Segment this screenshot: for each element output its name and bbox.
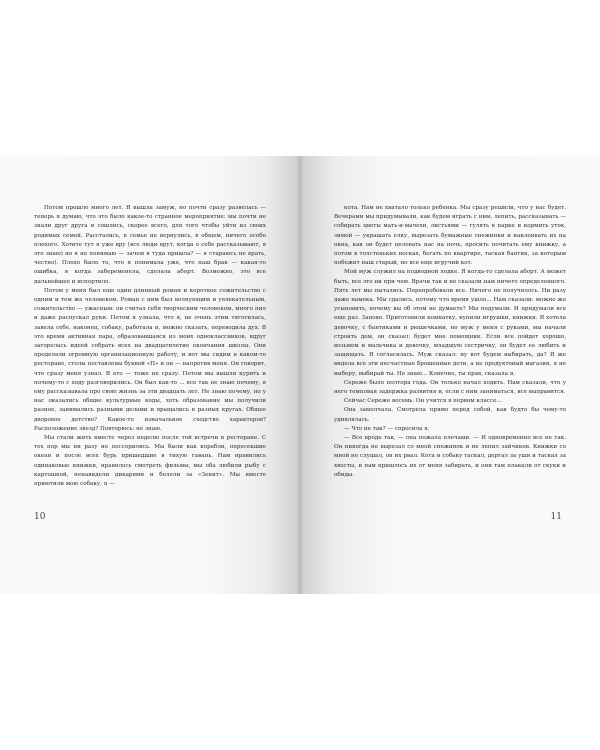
left-page bbox=[0, 156, 300, 594]
paragraph: — Что не так? — спросила я. bbox=[344, 425, 430, 432]
page-number-left: 10 bbox=[34, 512, 46, 522]
paragraph: Сейчас Сереже восемь. Он учится в первом классе... bbox=[344, 398, 502, 405]
book-spread bbox=[0, 156, 600, 594]
left-page-text bbox=[34, 204, 266, 489]
right-page bbox=[300, 156, 600, 594]
paragraph: Сереже было полтора года. Он только начал ходить. Нам сказали, что у него темповая задержка развития и, если с ним заниматься, все выправится. bbox=[334, 379, 566, 396]
paragraph: Мой муж служил на подводной лодке. Я когда-то сделала аборт. А может быть, все это ни при чем. Врачи так и не сказали нам ничего определенного. Пять лет мы пытались. Перепробовали все. Ничего не получилось. Ни разу даже намека. Мы сдались, потому что время ушло... Нам сказали: можно же усыновить, почему вы об этом не думаете? Мы подумали. И придумали все еще раз. Заново. Приготовили комнатку, купили игрушки, книжки. Я хотела девочку, с бантиками и рюшечками, но муж у меня с руками, мы начали строить дом, он сказал: будет мне помощник. Если все пойдет хорошо, возьмем и мальчика и девочку, младшую сестричку, он будет ее любить и защищать. Я согласилась. Муж сказал: ну вот будем выбирать, да? Я же видела все эти несчастные брошенные дети, а не продуктовый магазин, я не выберу, выбирай ты. Не знаю... Конечно, ты прав, сказала я. bbox=[334, 269, 566, 377]
paragraph: Мы стали жить вместе через неделю после той встречи в ресторане. С тех пор мы ни разу не поссорились. Мы были как корабли, пересекшие океан и после всех бурь пришедшие в тихую гавань. Нам нравились одинаковые книжки, нравилось смотреть фильмы, мы оба любили рыбу с картошкой, ненавидели дикарями и болели за «Зенит». Мы вместе приютили мою собаку, я — bbox=[34, 435, 266, 488]
page-number-right: 11 bbox=[550, 512, 562, 522]
paragraph: Потом у меня был еще один длинный роман и короткое сожительство с одним и тем же человеком. Роман с ним был волнующим и увлекательным, сожительство — ужасным: он считал себя творческим человеком, много пил и даже распускал руки. Потом я узнала, что я, не очень этим тяготилась, завела себе, наконец, собаку, работала и, можно сказать, переводила дух. В это время активная пара, образовавшаяся из моих одноклассников, вдруг загорелась идеей собрать всех на двадцатилетие окончания школы. Они проделали огромную организационную работу, и вот мы сидим в каком-то ресторане, столы поставлены буквой «П» и он — напротив меня. Он говорит, что сразу меня узнал. Я его — тоже не сразу. Потом мы вышли курить и почему-то с ходу разговорились. Он был как-то ... все так не знаю почему, я ему рассказывала про свою жизнь за эти двадцать лет. Не знаю почему, но у нас оказались общие культурные коды, хоть образование мы получили разное, занимались разными делами и вращались в разных кругах. Общее дворовое детство? Какое-то изначальное сходство характеров? Расположение звезд? Повторюсь: не знаю. bbox=[34, 287, 266, 432]
paragraph: кота. Нам не хватало только ребенка. Мы сразу решили, что у нас будет. Вечерами мы придумывали, как будем играть с ним, лепить, рассказывать — собирать цветы мать-и-мачехи, листьями — гулять в парке и кормить уток, зимой — украшать елку, вырезать бумажные снежинки и наклеивать их на окна, как он будет целовать нас на ночь, просить почитать ему книжку, а потом в толстеньких носках, бегать по квартире, таская бантик, за которым побежит наш старый, но все еще игручий кот. bbox=[334, 205, 566, 267]
paragraph: Потом прошло много лет. Я вышла замуж, но почти сразу развелась — теперь я думаю, что это было какое-то странное мероприятие: мы почти не знали друг друга и сошлись, скорее всего, для того чтобы уйти из своих родимых семей. Расстались, в семье не вернулись, в общем, ничего особо плохого. Хотите тут я уже вру (все люди врут, когда о себе рассказывают, я это знаю) но я не понимаю — зачем я туда пришла? — я стараюсь не врать, честно). Плохо было то, что я понимала уже, что наш брак — какая-то ошибка, я когда забеременела, сделала аборт. Возможно, это все дальнейшее и испортило. bbox=[34, 205, 266, 285]
paragraph: — Все вроде так, — она пожала плечами. — И одновременно все не так. Он никогда не вырезал со мной снежинок и не лепил зайчиков. Книжки со мной не слушал, он их рвал. Кота и собаку таскал, дергал за уши и таскал за хвосты, и нам пришлось их от меня забирать, и они там плакали от скуки и обиды. bbox=[334, 435, 566, 478]
paragraph: Она замолчала. Смотрела прямо перед собой, как будто бы чему-то удивлялась. bbox=[334, 407, 566, 423]
right-page-text bbox=[334, 204, 566, 480]
book-gutter bbox=[296, 156, 304, 594]
